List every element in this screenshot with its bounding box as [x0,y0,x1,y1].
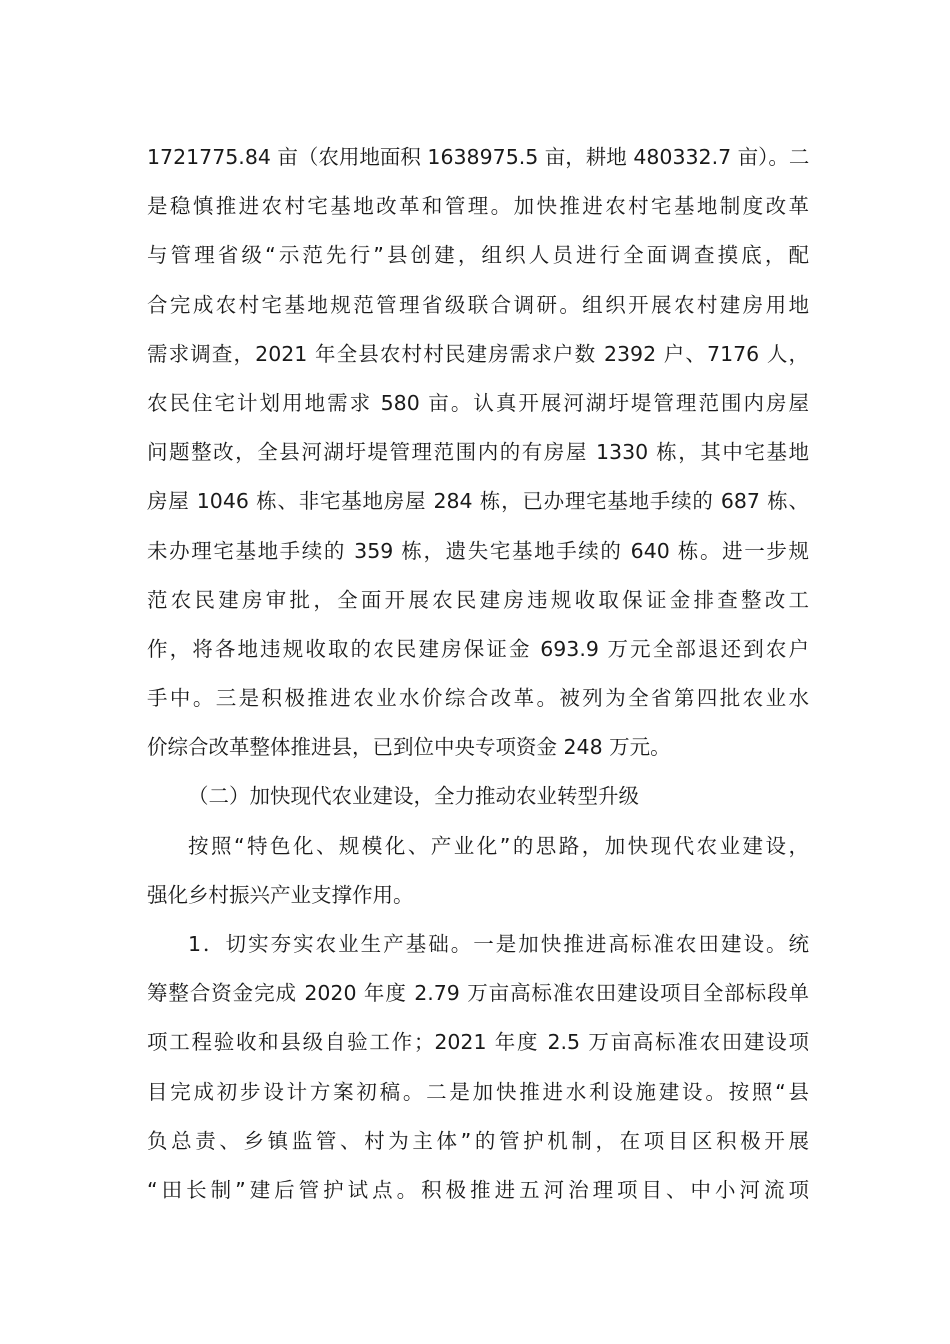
text-line: 手中。三是积极推进农业水价综合改革。被列为全省第四批农业水 [147,686,809,711]
text-line: 与管理省级“示范先行”县创建，组织人员进行全面调查摸底，配 [147,243,809,268]
text-line: 目完成初步设计方案初稿。二是加快推进水利设施建设。按照“县 [147,1079,809,1104]
text-line: 农民住宅计划用地需求 580 亩。认真开展河湖圩堤管理范围内房屋 [147,390,809,415]
text-line: 房屋 1046 栋、非宅基地房屋 284 栋，已办理宅基地手续的 687 栋、 [147,489,809,514]
text-line: 项工程验收和县级自验工作；2021 年度 2.5 万亩高标准农田建设项 [147,1030,809,1055]
section-heading: （二）加快现代农业建设，全力推动农业转型升级 [188,784,639,809]
text-line: 合完成农村宅基地规范管理省级联合调研。组织开展农村建房用地 [147,292,809,317]
text-line: 范农民建房审批，全面开展农民建房违规收取保证金排查整改工 [147,587,809,612]
text-line: 1721775.84 亩（农用地面积 1638975.5 亩，耕地 480332.7 亩）。二 [147,145,809,169]
text-line: 是稳慎推进农村宅基地改革和管理。加快推进农村宅基地制度改革 [147,194,809,219]
paragraph-first-line: 按照“特色化、规模化、产业化”的思路，加快现代农业建设， [188,833,809,858]
text-line: 负总责、乡镇监管、村为主体”的管护机制，在项目区积极开展 [147,1128,809,1153]
paragraph-first-line: 1．切实夯实农业生产基础。一是加快推进高标准农田建设。统 [188,932,809,956]
paragraph-last-line: 价综合改革整体推进县，已到位中央专项资金 248 万元。 [147,735,671,760]
text-line: 未办理宅基地手续的 359 栋，遗失宅基地手续的 640 栋。进一步规 [147,538,809,563]
body-text [147,133,809,1215]
text-line: 问题整改，全县河湖圩堤管理范围内的有房屋 1330 栋，其中宅基地 [147,440,809,465]
text-line: 需求调查，2021 年全县农村村民建房需求户数 2392 户、7176 人， [147,341,809,366]
text-line: 作，将各地违规收取的农民建房保证金 693.9 万元全部退还到农户 [147,636,809,661]
paragraph-last-line: 强化乡村振兴产业支撑作用。 [147,882,414,907]
text-line: 筹整合资金完成 2020 年度 2.79 万亩高标准农田建设项目全部标段单 [147,981,809,1006]
text-line: “田长制”建后管护试点。积极推进五河治理项目、中小河流项 [147,1177,809,1202]
